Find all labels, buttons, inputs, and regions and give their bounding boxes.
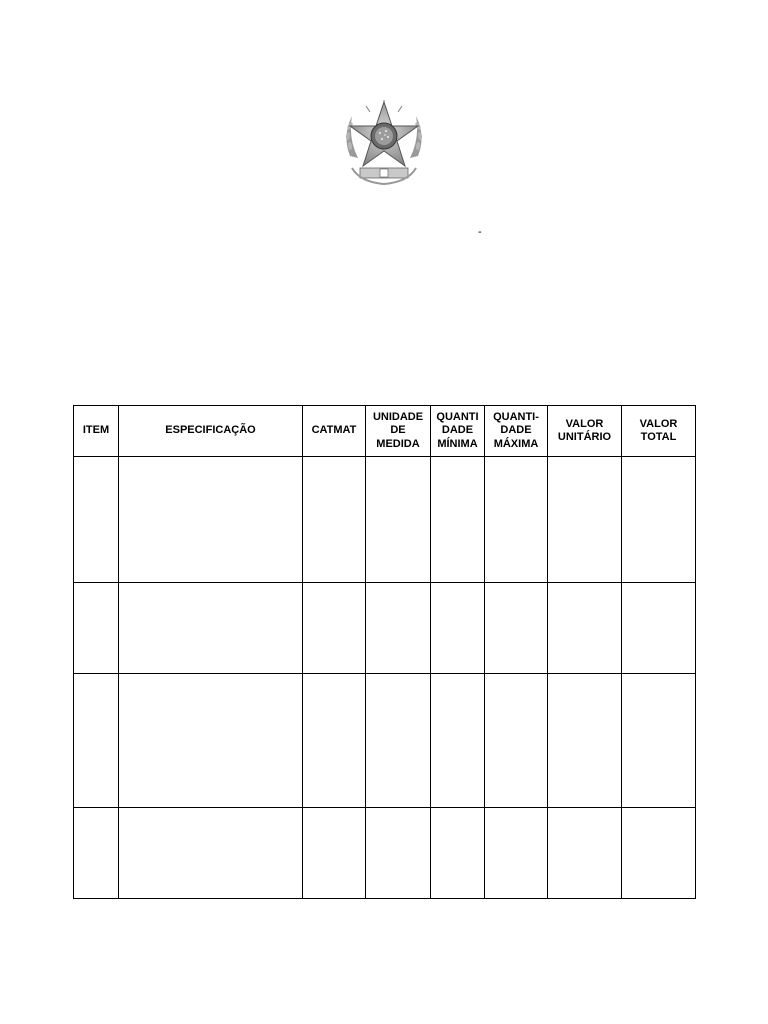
table-cell (366, 674, 431, 808)
table-cell (74, 808, 119, 899)
table-cell (303, 583, 366, 674)
table-cell (548, 457, 622, 583)
col-header-quantidade-minima: QUANTI DADE MÍNIMA (431, 406, 485, 457)
table-cell (431, 808, 485, 899)
table-cell (548, 674, 622, 808)
table-row (74, 674, 696, 808)
table-cell (548, 808, 622, 899)
table-cell (119, 808, 303, 899)
table-cell (622, 674, 696, 808)
table-cell (119, 674, 303, 808)
table-cell (74, 457, 119, 583)
brazil-coat-of-arms-icon (336, 96, 432, 190)
table-cell (366, 583, 431, 674)
items-table (73, 405, 696, 899)
col-header-quantidade-maxima: QUANTI- DADE MÁXIMA (485, 406, 548, 457)
table-row (74, 457, 696, 583)
table-cell (485, 674, 548, 808)
col-header-especificacao: ESPECIFICAÇÃO (119, 406, 303, 457)
table-cell (622, 808, 696, 899)
col-header-valor-unitario: VALOR UNITÁRIO (548, 406, 622, 457)
table-cell (74, 583, 119, 674)
table-cell (303, 808, 366, 899)
table-cell (548, 583, 622, 674)
table-cell (303, 674, 366, 808)
table-cell (366, 457, 431, 583)
table-cell (119, 583, 303, 674)
col-header-valor-total: VALOR TOTAL (622, 406, 696, 457)
table-cell (485, 457, 548, 583)
table-row (74, 808, 696, 899)
table-cell (622, 583, 696, 674)
table-header-row (74, 406, 696, 457)
stray-mark: - (478, 226, 482, 238)
table-row (74, 583, 696, 674)
table-cell (485, 808, 548, 899)
table-cell (74, 674, 119, 808)
table-cell (431, 583, 485, 674)
col-header-catmat: CATMAT (303, 406, 366, 457)
table-cell (431, 674, 485, 808)
table-cell (366, 808, 431, 899)
table-cell (485, 583, 548, 674)
table-cell (431, 457, 485, 583)
col-header-unidade: UNIDADE DE MEDIDA (366, 406, 431, 457)
col-header-item: ITEM (74, 406, 119, 457)
table-cell (119, 457, 303, 583)
table-cell (303, 457, 366, 583)
table-cell (622, 457, 696, 583)
